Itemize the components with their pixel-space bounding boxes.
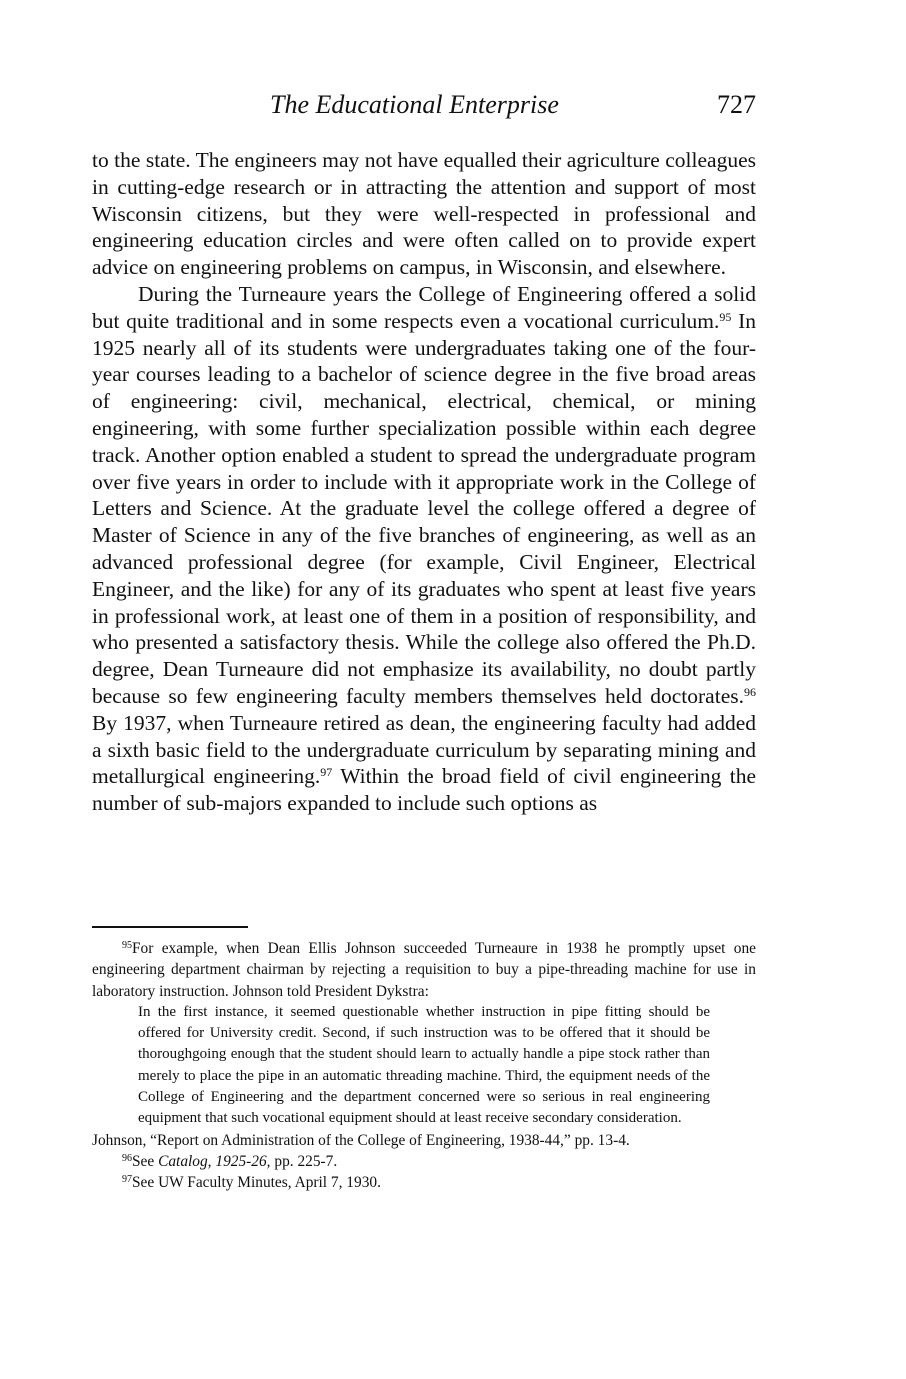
footnote-95 — [92, 938, 756, 1002]
footnote-96-number: 96 — [122, 1152, 132, 1164]
footnote-95-source: Johnson, “Report on Administration of the College of Engineering, 1938-44,” pp. 13-4. — [92, 1131, 630, 1149]
footnote-95-number: 95 — [122, 940, 132, 951]
paragraph-2 — [92, 281, 756, 817]
footnotes — [92, 938, 756, 1194]
footnote-ref-97: 97 — [320, 765, 333, 780]
footnote-97-number: 97 — [122, 1174, 132, 1186]
running-header — [92, 90, 756, 124]
paragraph-1: to the state. The engineers may not have equalled their agriculture colleagues in cutting-edge research or in attracting the attention and support of most Wisconsin citizens, but they were well-respected in professional and engineering education circles and were often called on to provide expert advice on engineering problems on campus, in Wisconsin, and elsewhere. — [92, 148, 756, 280]
footnote-97 — [92, 1172, 756, 1193]
footnote-divider — [92, 926, 248, 928]
paragraph-2-part-a: During the Turneaure years the College of Engineering offered a solid but quite traditional and in some respects even a vocational curriculum. — [92, 281, 756, 333]
footnote-96-post: , pp. 225-7. — [266, 1152, 338, 1170]
footnote-ref-96: 96 — [744, 684, 756, 699]
footnote-97-text: See UW Faculty Minutes, April 7, 1930. — [132, 1174, 381, 1192]
paragraph-2-part-d: Within the broad field of civil engineering the number of sub-majors expanded to include such options as — [92, 764, 756, 816]
paragraph-2-part-c: By 1937, when Turneaure retired as dean, the engineering faculty had added a sixth basic field to the undergraduate curriculum by separating mining and metallurgical engineering. — [92, 710, 756, 789]
paragraph-2-part-b: In 1925 nearly all of its students were undergraduates taking one of the four-year courses leading to a bachelor of science degree in the five broad areas of engineering: civil, mechanical, electrical, chemical, or mining engineering, with some further specialization possible within each degree track. Another option enabled a student to spread the undergraduate program over five years in order to include with it appropriate work in the College of Letters and Science. At the graduate level the college offered a degree of Master of Science in any of the five branches of engineering, as well as an advanced professional degree (for example, Civil Engineer, Electrical Engineer, and the like) for any of its graduates who spent at least five years in professional work, at least one of them in a position of responsibility, and who presented a satisfactory thesis. While the college also offered the Ph.D. degree, Dean Turneaure did not emphasize its availability, no doubt partly because so few engineering faculty members themselves held doctorates. — [92, 308, 756, 708]
footnote-96 — [92, 1151, 756, 1172]
running-title: The Educational Enterprise — [270, 90, 559, 119]
footnote-96-pre: See — [132, 1152, 159, 1170]
main-text — [92, 147, 756, 817]
footnote-96-title: Catalog, 1925-26 — [158, 1152, 267, 1170]
footnote-ref-95: 95 — [719, 309, 732, 324]
footnote-95-text: For example, when Dean Ellis Johnson succeeded Turneaure in 1938 he promptly upset one engineering department chairman by rejecting a requisition to buy a pipe-threading machine for use in laboratory instruction. Johnson told President Dykstra: — [92, 940, 756, 1000]
footnote-95-quote: In the first instance, it seemed questionable whether instruction in pipe fitting should be offered for University credit. Second, if such instruction was to be offered that it should be thoroughgoing enough that the student should learn to actually handle a pipe stock rather than merely to place the pipe in an automatic threading machine. Third, the equipment needs of the College of Engineering and the department concerned were so serious in real engineering equipment that such vocational equipment should at least receive secondary consideration. — [138, 1003, 710, 1127]
page-number: 727 — [717, 90, 756, 119]
